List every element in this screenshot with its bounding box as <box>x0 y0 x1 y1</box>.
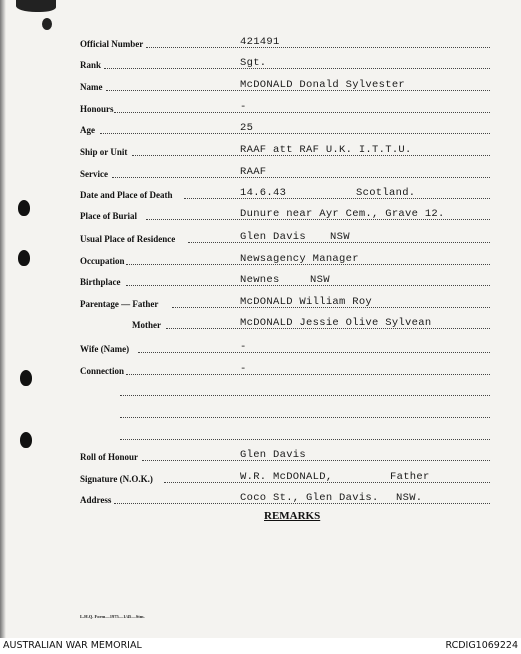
address-row <box>80 490 490 506</box>
address-state-value: NSW. <box>396 492 423 504</box>
birthplace-row <box>80 272 490 288</box>
dotted-line <box>126 374 490 375</box>
scan-corner-mark <box>16 0 56 12</box>
roll-of-honour-label: Roll of Honour <box>80 452 139 462</box>
page-edge-shadow <box>0 0 6 638</box>
honours-row <box>80 99 490 115</box>
roll-of-honour-value: Glen Davis <box>240 449 307 461</box>
signature-relation-value: Father <box>390 471 430 483</box>
remarks-heading: REMARKS <box>264 510 321 522</box>
dotted-line <box>126 285 490 286</box>
burial-row <box>80 206 490 222</box>
father-label: Parentage — Father <box>80 299 159 309</box>
rank-row <box>80 55 490 71</box>
archive-footer <box>0 638 521 654</box>
address-value: Coco St., Glen Davis. <box>240 492 379 504</box>
signature-label: Signature (N.O.K.) <box>80 474 153 484</box>
service-row <box>80 164 490 180</box>
death-date-value: 14.6.43 <box>240 187 287 199</box>
occupation-value: Newsagency Manager <box>240 253 359 265</box>
dotted-line <box>120 395 490 396</box>
wife-label: Wife (Name) <box>80 344 130 354</box>
honours-label: Honours <box>80 104 114 114</box>
rank-value: Sgt. <box>240 57 267 69</box>
age-label: Age <box>80 125 95 135</box>
punch-hole-1 <box>18 200 30 216</box>
honours-value: - <box>240 101 247 113</box>
death-label: Date and Place of Death <box>80 190 173 200</box>
residence-row <box>80 229 490 245</box>
dotted-line <box>104 68 490 69</box>
connection-value: - <box>240 363 247 375</box>
death-place-value: Scotland. <box>356 187 416 199</box>
residence-label: Usual Place of Residence <box>80 234 176 244</box>
address-label: Address <box>80 495 112 505</box>
ship-or-unit-row <box>80 142 490 158</box>
dotted-line <box>120 417 490 418</box>
connection-label: Connection <box>80 366 125 376</box>
wife-value: - <box>240 341 247 353</box>
rank-label: Rank <box>80 60 102 70</box>
burial-value: Dunure near Ayr Cem., Grave 12. <box>240 208 445 220</box>
footer-record-id: RCDIG1069224 <box>445 640 518 651</box>
age-row <box>80 120 490 136</box>
form-print-code: L.H.Q. Form—1975—1/45—Stm. <box>80 614 145 619</box>
dotted-line <box>100 133 490 134</box>
birthplace-label: Birthplace <box>80 277 121 287</box>
service-value: RAAF <box>240 166 267 178</box>
dotted-line <box>142 460 490 461</box>
residence-value: Glen Davis <box>240 231 307 243</box>
ship-or-unit-value: RAAF att RAF U.K. I.T.T.U. <box>240 144 412 156</box>
signature-row <box>80 469 490 485</box>
dotted-line <box>138 352 490 353</box>
dotted-line <box>146 47 490 48</box>
residence-state-value: NSW <box>330 231 350 243</box>
official-number-row <box>80 34 490 50</box>
connection-extra-line-3 <box>120 426 490 442</box>
name-row <box>80 77 490 93</box>
official-number-value: 421491 <box>240 36 280 48</box>
punch-hole-top <box>42 18 52 30</box>
signature-value: W.R. McDONALD, <box>240 471 333 483</box>
connection-extra-line-2 <box>120 404 490 420</box>
dotted-line <box>120 439 490 440</box>
punch-hole-4 <box>20 432 32 448</box>
dotted-line <box>114 112 490 113</box>
father-value: McDONALD William Roy <box>240 296 373 308</box>
official-number-label: Official Number <box>80 39 144 49</box>
punch-hole-3 <box>20 370 32 386</box>
mother-row <box>80 315 490 331</box>
occupation-label: Occupation <box>80 256 125 266</box>
footer-institution: AUSTRALIAN WAR MEMORIAL <box>3 640 142 651</box>
roll-of-honour-row <box>80 447 490 463</box>
connection-row <box>80 361 490 377</box>
burial-label: Place of Burial <box>80 211 137 221</box>
mother-value: McDONALD Jessie Olive Sylvean <box>240 317 432 329</box>
father-row <box>80 294 490 310</box>
dotted-line <box>184 198 490 199</box>
name-value: McDONALD Donald Sylvester <box>240 79 406 91</box>
dotted-line <box>112 177 490 178</box>
age-value: 25 <box>240 122 254 134</box>
wife-row <box>80 339 490 355</box>
mother-label: Mother <box>132 320 161 330</box>
name-label: Name <box>80 82 103 92</box>
punch-hole-2 <box>18 250 30 266</box>
occupation-row <box>80 251 490 267</box>
death-row <box>80 185 490 201</box>
service-label: Service <box>80 169 108 179</box>
ship-or-unit-label: Ship or Unit <box>80 147 128 157</box>
birthplace-value: Newnes <box>240 274 280 286</box>
birthplace-state-value: NSW <box>310 274 330 286</box>
connection-extra-line-1 <box>120 382 490 398</box>
